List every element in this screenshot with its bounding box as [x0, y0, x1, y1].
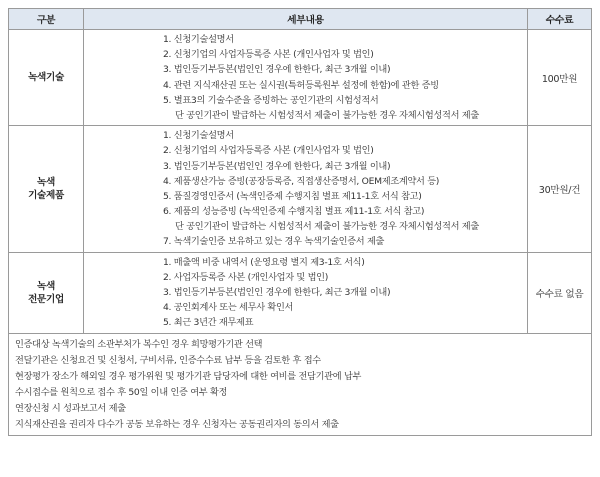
category-cell: [9, 252, 84, 333]
header-details: 세부내용: [84, 9, 528, 30]
fee-cell: 100만원: [528, 30, 592, 126]
detail-item: 4. 제품생산가능 증빙(공장등록증, 직접생산증명서, OEM제조계약서 등): [163, 175, 440, 187]
category-label: 녹색: [37, 176, 55, 188]
detail-item: 3. 법인등기부등본(법인인 경우에 한한다, 최근 3개월 이내): [163, 160, 391, 172]
detail-item: 4. 관련 지식재산권 또는 실시권(특허등록원부 설정에 한함)에 관한 증빙: [163, 79, 439, 91]
certification-table-wrapper: [8, 8, 591, 436]
notes-cell: [9, 333, 592, 435]
detail-item: 5. 별표3의 기술수준을 증빙하는 공인기관의 시험성적서: [163, 94, 379, 106]
detail-item: 7. 녹색기술인증 보유하고 있는 경우 녹색기술인증서 제출: [163, 236, 385, 248]
detail-item: 4. 공인회계사 또는 세무사 확인서: [163, 302, 294, 314]
details-cell: [84, 252, 528, 333]
fee-cell: 수수료 없음: [528, 252, 592, 333]
detail-item: 2. 신청기업의 사업자등록증 사본 (개인사업자 및 법인): [163, 49, 374, 61]
header-category: 구분: [9, 9, 84, 30]
header-fee: 수수료: [528, 9, 592, 30]
details-cell: [84, 126, 528, 253]
category-label: 기술제품: [28, 189, 64, 201]
detail-item: 1. 매출액 비중 내역서 (운영요령 별지 제3-1호 서식): [163, 256, 365, 268]
details-cell: [84, 30, 528, 126]
category-cell: [9, 30, 84, 126]
note-line: 전달기관은 신청요건 및 신청서, 구비서류, 인증수수료 납부 등을 검토한 후 접수: [15, 354, 321, 366]
detail-item: 2. 신청기업의 사업자등록증 사본 (개인사업자 및 법인): [163, 145, 374, 157]
category-label: 녹색기술: [28, 72, 64, 84]
table-row: [9, 252, 592, 333]
category-cell: [9, 126, 84, 253]
detail-item: 1. 신청기술설명서: [163, 130, 234, 142]
category-label: 전문기업: [28, 293, 64, 305]
note-line: 인증대상 녹색기술의 소관부처가 복수인 경우 희망평가기관 선택: [15, 338, 263, 350]
detail-item: 단 공인기관이 발급하는 시험성적서 제출이 불가능한 경우 자체시험성적서 제출: [175, 221, 479, 233]
detail-item: 3. 법인등기부등본(법인인 경우에 한한다, 최근 3개월 이내): [163, 287, 391, 298]
table-row: [9, 30, 592, 126]
certification-requirements-table: [8, 8, 592, 436]
fee-cell: 30만원/건: [528, 126, 592, 253]
table-row: [9, 126, 592, 253]
note-line: 수시접수를 원칙으로 접수 후 50일 이내 인증 여부 확정: [15, 386, 228, 398]
detail-item: 3. 법인등기부등본(법인인 경우에 한한다, 최근 3개월 이내): [163, 64, 391, 76]
note-line: 연장신청 시 성과보고서 제출: [15, 402, 126, 414]
detail-item: 단 공인기관이 발급하는 시험성적서 제출이 불가능한 경우 자체시험성적서 제출: [175, 109, 479, 121]
detail-item: 1. 신청기술설명서: [163, 34, 234, 45]
note-line: 현장평가 장소가 해외일 경우 평가위원 및 평가기관 담당자에 대한 여비를 전담기관에 납부: [15, 370, 362, 382]
detail-item: 5. 최근 3년간 재무제표: [163, 317, 254, 329]
detail-item: 5. 품질경영인증서 (녹색인증제 수행지침 별표 제11-1호 서식 참고): [163, 190, 422, 202]
note-line: 지식재산권을 권리자 다수가 공동 보유하는 경우 신청자는 공동권리자의 동의서 제출: [15, 418, 339, 430]
detail-item: 2. 사업자등록증 사본 (개인사업자 및 법인): [163, 271, 329, 283]
notes-row: [9, 333, 592, 435]
detail-item: 6. 제품의 성능증빙 (녹색인증제 수행지침 별표 제11-1호 서식 참고): [163, 206, 425, 218]
category-label: 녹색: [37, 280, 55, 292]
table-header-row: [9, 9, 592, 30]
